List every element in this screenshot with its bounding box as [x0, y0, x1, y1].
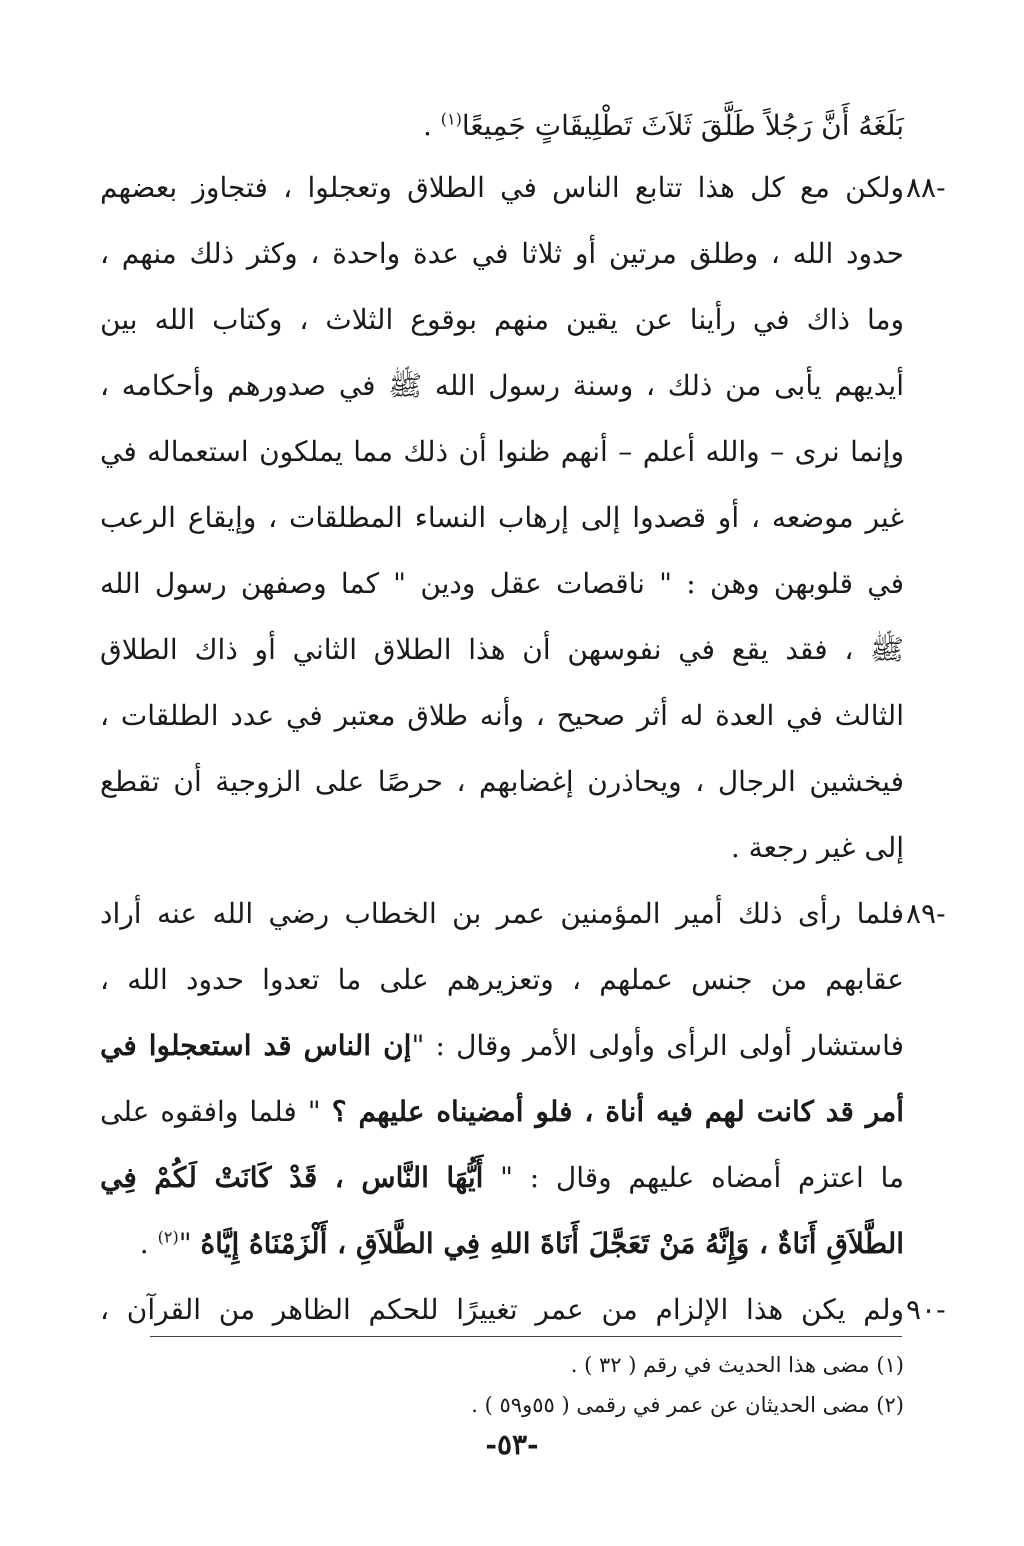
footnote-divider [150, 1336, 902, 1337]
text-span: فاستشار أولى الرأى وأولى الأمر وقال : " [411, 1029, 905, 1062]
paragraph-number-label: -٨٩ [906, 897, 946, 930]
text-line-14: عقابهم من جنس عملهم ، وتعزيرهم على ما تعدوا حدود الله ، [100, 963, 904, 996]
bold-quote: إن الناس قد استعجلوا في [100, 1029, 412, 1062]
hadith-text: بَلَغَهُ أَنَّ رَجُلاً طَلَّقَ ثَلاَثَ تَطْلِيقَاتٍ جَمِيعًا [461, 109, 904, 142]
text-line-5: أيديهم يأبى من ذلك ، وسنة رسول الله ﷺ في صدورهم وأحكامه ، [100, 369, 904, 402]
footnote-2: (٢) مضى الحديثان عن عمر في رقمى ( ٥٥و٥٩ ) . [471, 1393, 904, 1417]
bold-quote: أمر قد كانت لهم فيه أناة ، فلو أمضيناه عليهم ؟ [331, 1095, 904, 1128]
footnote-ref-1[interactable]: (١) [440, 109, 462, 129]
footnote-1: (١) مضى هذا الحديث في رقم ( ٣٢ ) . [570, 1353, 904, 1377]
text-line-10: الثالث في العدة له أثر صحيح ، وأنه طلاق معتبر في عدد الطلقات ، [100, 699, 904, 732]
text-span: " فلما وافقوه على [100, 1095, 321, 1128]
text-line-2: ولكن مع كل هذا تتابع الناس في الطلاق وتعجلوا ، فتجاوز بعضهم [100, 171, 904, 204]
footnote-ref-2[interactable]: (٢) [157, 1227, 179, 1247]
text-line-8: في قلوبهن وهن : " ناقصات عقل ودين " كما وصفهن رسول الله [100, 567, 904, 600]
text-line-18 [100, 1216, 904, 1272]
text-line-15 [100, 1018, 904, 1074]
paragraph-number-label: -٩٠ [906, 1293, 946, 1326]
punctuation: . [422, 109, 432, 142]
text-line-16 [100, 1084, 904, 1140]
text-span: ما اعتزم أمضاه عليهم وقال : " [500, 1161, 904, 1194]
text-line-13: فلما رأى ذلك أمير المؤمنين عمر بن الخطاب رضي الله عنه أراد [100, 897, 904, 930]
text-line-7: غير موضعه ، أو قصدوا إلى إرهاب النساء المطلقات ، وإيقاع الرعب [100, 501, 904, 534]
page-number: -٥٣- [485, 1428, 539, 1461]
bold-quote: أَيُّهَا النَّاس ، قَدْ كَانَتْ لَكُمْ فِي [100, 1161, 484, 1194]
punctuation: . [139, 1227, 149, 1260]
paragraph-number-label: -٨٨ [906, 171, 946, 204]
text-line-9: ﷺ ، فقد يقع في نفوسهن أن هذا الطلاق الثاني أو ذاك الطلاق [100, 633, 904, 666]
text-line-3: حدود الله ، وطلق مرتين أو ثلاثا في عدة واحدة ، وكثر ذلك منهم ، [100, 237, 904, 270]
text-line-6: وإنما نرى – والله أعلم – أنهم ظنوا أن ذلك مما يملكون استعماله في [100, 435, 904, 468]
punctuation: " [178, 1227, 192, 1260]
text-line-17 [100, 1150, 904, 1206]
bold-quote: الطَّلاَقِ أَنَاةٌ ، وَإِنَّهُ مَنْ تَعَجَّلَ أَنَاةَ اللهِ فِي الطَّلاَقِ ، أَلْزَمْنَاهُ إِيَّاهُ [200, 1227, 904, 1260]
text-line-19: ولم يكن هذا الإلزام من عمر تغييرًا للحكم الظاهر من القرآن ، [100, 1293, 904, 1326]
text-line-12: إلى غير رجعة . [730, 831, 904, 864]
text-line-1 [100, 98, 904, 154]
text-line-4: وما ذاك في رأينا عن يقين منهم بوقوع الثلاث ، وكتاب الله بين [100, 303, 904, 336]
text-line-11: فيخشين الرجال ، ويحاذرن إغضابهم ، حرصًا على الزوجية أن تقطع [100, 765, 905, 798]
